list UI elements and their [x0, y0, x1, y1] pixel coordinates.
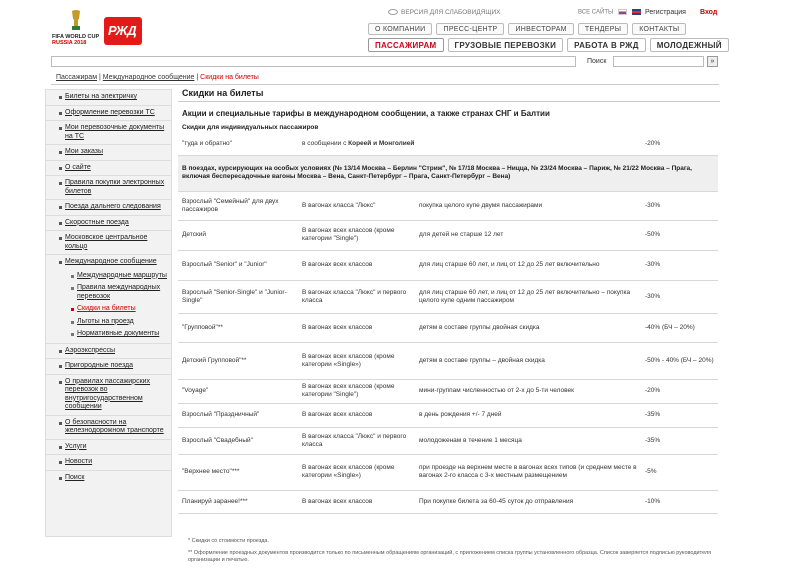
- breadcrumb-passengers[interactable]: Пассажирам: [56, 74, 98, 81]
- sidebar-subitem[interactable]: Нормативные документы: [46, 328, 171, 341]
- tariff-name: Взрослый "Свадебный": [178, 427, 298, 454]
- tariff-discount: -5%: [641, 454, 718, 490]
- breadcrumb-separator: |: [196, 74, 199, 81]
- tariff-name: Взрослый "Senior" и "Junior": [178, 250, 298, 280]
- nav-investors[interactable]: ИНВЕСТОРАМ: [508, 23, 573, 35]
- tariff-cars: В вагонах всех классов (кроме категории "Single"): [298, 220, 415, 250]
- table-row: [178, 250, 718, 280]
- tariffs-table: [178, 134, 718, 514]
- tariff-cars: В вагонах всех классов: [298, 313, 415, 342]
- tariff-discount: -20%: [641, 134, 718, 155]
- divider: [51, 84, 719, 85]
- section-title: Акции и специальные тарифы в международном сообщении, а также странах СНГ и Балтии: [182, 109, 550, 118]
- tariff-discount: -30%: [641, 191, 718, 220]
- tariff-discount: -10%: [641, 490, 718, 513]
- sidebar-subitem[interactable]: Льготы на проезд: [46, 316, 171, 329]
- tariff-condition: детям в составе группы – двойная скидка: [415, 342, 641, 379]
- tariff-condition: детям в составе группы двойная скидка: [415, 313, 641, 342]
- tariff-where: в сообщении с Кореей и Монголией: [298, 134, 641, 155]
- table-row: [178, 191, 718, 220]
- sidebar-item[interactable]: Поезда дальнего следования: [46, 200, 171, 216]
- table-row: [178, 313, 718, 342]
- sidebar-item[interactable]: Услуги: [46, 440, 171, 456]
- sidebar: [45, 89, 172, 537]
- tariff-cars: В вагонах всех классов: [298, 490, 415, 513]
- fifa-logo-line1: FIFA WORLD CUP: [52, 34, 100, 40]
- tariff-condition: покупка целого купе двумя пассажирами: [415, 191, 641, 220]
- tariff-cars: В вагонах класса "Люкс": [298, 191, 415, 220]
- accessibility-link[interactable]: ВЕРСИЯ ДЛЯ СЛАБОВИДЯЩИХ: [388, 9, 501, 16]
- tariff-cars: В вагонах всех классов: [298, 403, 415, 427]
- sidebar-item[interactable]: Московское центральное кольцо: [46, 231, 171, 255]
- tariff-discount: -30%: [641, 280, 718, 313]
- nav-jobs[interactable]: РАБОТА В РЖД: [567, 38, 646, 52]
- table-row: [178, 342, 718, 379]
- sidebar-item[interactable]: Новости: [46, 455, 171, 471]
- top-nav: [368, 23, 686, 35]
- tariff-condition: для детей не старше 12 лет: [415, 220, 641, 250]
- tariff-name: Взрослый "Senior-Single" и "Junior-Single": [178, 280, 298, 313]
- sidebar-item[interactable]: Мои перевозочные документы на ТС: [46, 121, 171, 145]
- breadcrumb-international[interactable]: Международное сообщение: [102, 74, 195, 81]
- tariff-discount: -20%: [641, 379, 718, 403]
- sidebar-item[interactable]: Оформление перевозки ТС: [46, 106, 171, 122]
- table-row: [178, 280, 718, 313]
- sidebar-item[interactable]: Пригородные поезда: [46, 359, 171, 375]
- eye-icon: [388, 9, 398, 15]
- tariff-cars: В вагонах всех классов (кроме категории «Single»): [298, 342, 415, 379]
- breadcrumb: [56, 74, 259, 81]
- register-link[interactable]: Регистрация: [645, 9, 686, 16]
- tariff-condition: при проезде на верхнем месте в вагонах всех типов (и среднем месте в вагонах 2-го класса с 3-х местным размещением: [415, 454, 641, 490]
- tariff-name: Взрослый "Праздничный": [178, 403, 298, 427]
- fifa-logo-line2: RUSSIA 2018: [52, 40, 87, 46]
- tariff-condition: При покупке билета за 60-45 суток до отправления: [415, 490, 641, 513]
- fifa-logo[interactable]: [52, 10, 100, 52]
- group-header: В поездах, курсирующих на особых условиях (№ 13/14 Москва – Берлин "Стриж", № 17/18 Москва – Ницца, № 23/24 Москва – Париж, № 21/22 Москва – Прага, включая беспересадочные вагоны Москва – Вена, Санкт-Петербург – Прага, Санкт-Петербург – Вена): [178, 155, 718, 191]
- table-row: [178, 427, 718, 454]
- tariff-name: Взрослый "Семейный" для двух пассажиров: [178, 191, 298, 220]
- page-title: Скидки на билеты: [182, 88, 264, 98]
- footnote: * Скидки со стоимости проезда.: [188, 538, 270, 544]
- tariff-condition: для лиц старше 60 лет, и лиц от 12 до 25 лет включительно: [415, 250, 641, 280]
- sidebar-subitem-active[interactable]: Скидки на билеты: [46, 303, 171, 316]
- table-row: [178, 403, 718, 427]
- sidebar-item[interactable]: О правилах пассажирских перевозок во внутригосударственном сообщении: [46, 375, 171, 416]
- search-button[interactable]: »: [707, 56, 718, 67]
- nav-youth[interactable]: МОЛОДЕЖНЫЙ: [650, 38, 729, 52]
- rzd-logo-text: РЖД: [108, 23, 137, 38]
- nav-cargo[interactable]: ГРУЗОВЫЕ ПЕРЕВОЗКИ: [448, 38, 564, 52]
- tariff-cars: В вагонах всех классов: [298, 250, 415, 280]
- nav-tenders[interactable]: ТЕНДЕРЫ: [578, 23, 628, 35]
- sidebar-item[interactable]: Мои заказы: [46, 145, 171, 161]
- tariff-condition: для лиц старше 60 лет, и лиц от 12 до 25 лет включительно – покупка целого купе одним пассажиром: [415, 280, 641, 313]
- divider: [178, 101, 720, 102]
- footnote: ** Оформление проездных документов производится только по письменным обращениям организаций, с приложением списка группы установленного образца. Список заверяется подписью руководителя организации и печатью.: [188, 550, 712, 563]
- nav-press[interactable]: ПРЕСС-ЦЕНТР: [436, 23, 504, 35]
- tariff-cars: В вагонах всех классов (кроме категории «Single»): [298, 454, 415, 490]
- search-input[interactable]: [613, 56, 704, 67]
- tariff-name: Детский Групповой"**: [178, 342, 298, 379]
- main-content: [178, 86, 720, 514]
- search-label: Поиск: [587, 58, 607, 65]
- breadcrumb-separator: |: [98, 74, 101, 81]
- sidebar-item[interactable]: Аэроэкспрессы: [46, 344, 171, 360]
- tariff-condition: молодоженам в течение 1 месяца: [415, 427, 641, 454]
- tariff-cars: В вагонах класса "Люкс" и первого класса: [298, 427, 415, 454]
- table-row: [178, 220, 718, 250]
- en-flag-icon[interactable]: [632, 9, 641, 15]
- nav-contacts[interactable]: КОНТАКТЫ: [632, 23, 686, 35]
- tariff-name: Планируй заранее!***: [178, 490, 298, 513]
- tariff-discount: -35%: [641, 403, 718, 427]
- login-link[interactable]: Вход: [700, 9, 718, 16]
- table-row: [178, 134, 718, 155]
- tariff-name: "Voyage": [178, 379, 298, 403]
- table-row: [178, 379, 718, 403]
- table-row: [178, 454, 718, 490]
- sidebar-item[interactable]: О безопасности на железнодорожном транспорте: [46, 416, 171, 440]
- trophy-icon: [69, 10, 83, 32]
- nav-about[interactable]: О КОМПАНИИ: [368, 23, 432, 35]
- tariff-cars: В вагонах класса "Люкс" и первого класса: [298, 280, 415, 313]
- sidebar-item[interactable]: О сайте: [46, 161, 171, 177]
- sidebar-item[interactable]: Билеты на электричку: [46, 90, 171, 106]
- tariff-discount: -40% (БЧ – 20%): [641, 313, 718, 342]
- nav-passengers[interactable]: ПАССАЖИРАМ: [368, 38, 444, 52]
- sidebar-item-international[interactable]: Международное сообщение: [46, 255, 171, 270]
- tariff-name: "Верхнее место"***: [178, 454, 298, 490]
- rzd-logo[interactable]: [104, 17, 142, 45]
- tariff-discount: -50%: [641, 220, 718, 250]
- breadcrumb-current: Скидки на билеты: [200, 74, 259, 81]
- main-nav: [368, 38, 729, 52]
- sidebar-subitem[interactable]: Правила международных перевозок: [46, 282, 171, 303]
- ru-flag-icon[interactable]: [618, 9, 627, 15]
- table-row: [178, 490, 718, 513]
- tariff-discount: -30%: [641, 250, 718, 280]
- sidebar-item[interactable]: Поиск: [46, 471, 171, 486]
- tariff-discount: -50% - 40% (БЧ – 20%): [641, 342, 718, 379]
- tariff-condition: в день рождения +/- 7 дней: [415, 403, 641, 427]
- sidebar-item[interactable]: Правила покупки электронных билетов: [46, 176, 171, 200]
- table-group-row: [178, 155, 718, 191]
- all-sites-link[interactable]: ВСЕ САЙТЫ: [578, 9, 641, 16]
- tariff-name: "Групповой"**: [178, 313, 298, 342]
- tariff-cars: В вагонах всех классов (кроме категории "Single"): [298, 379, 415, 403]
- wide-input[interactable]: [51, 56, 576, 67]
- sidebar-item[interactable]: Скоростные поезда: [46, 216, 171, 232]
- sidebar-subitem[interactable]: Международные маршруты: [46, 270, 171, 283]
- tariff-name: "туда и обратно": [178, 134, 298, 155]
- tariff-name: Детский: [178, 220, 298, 250]
- sidebar-subitems: [46, 270, 171, 344]
- tariff-condition: мини-группам численностью от 2-х до 5-ти человек: [415, 379, 641, 403]
- tariff-discount: -35%: [641, 427, 718, 454]
- section-subtitle: Скидки для индивидуальных пассажиров: [182, 124, 319, 131]
